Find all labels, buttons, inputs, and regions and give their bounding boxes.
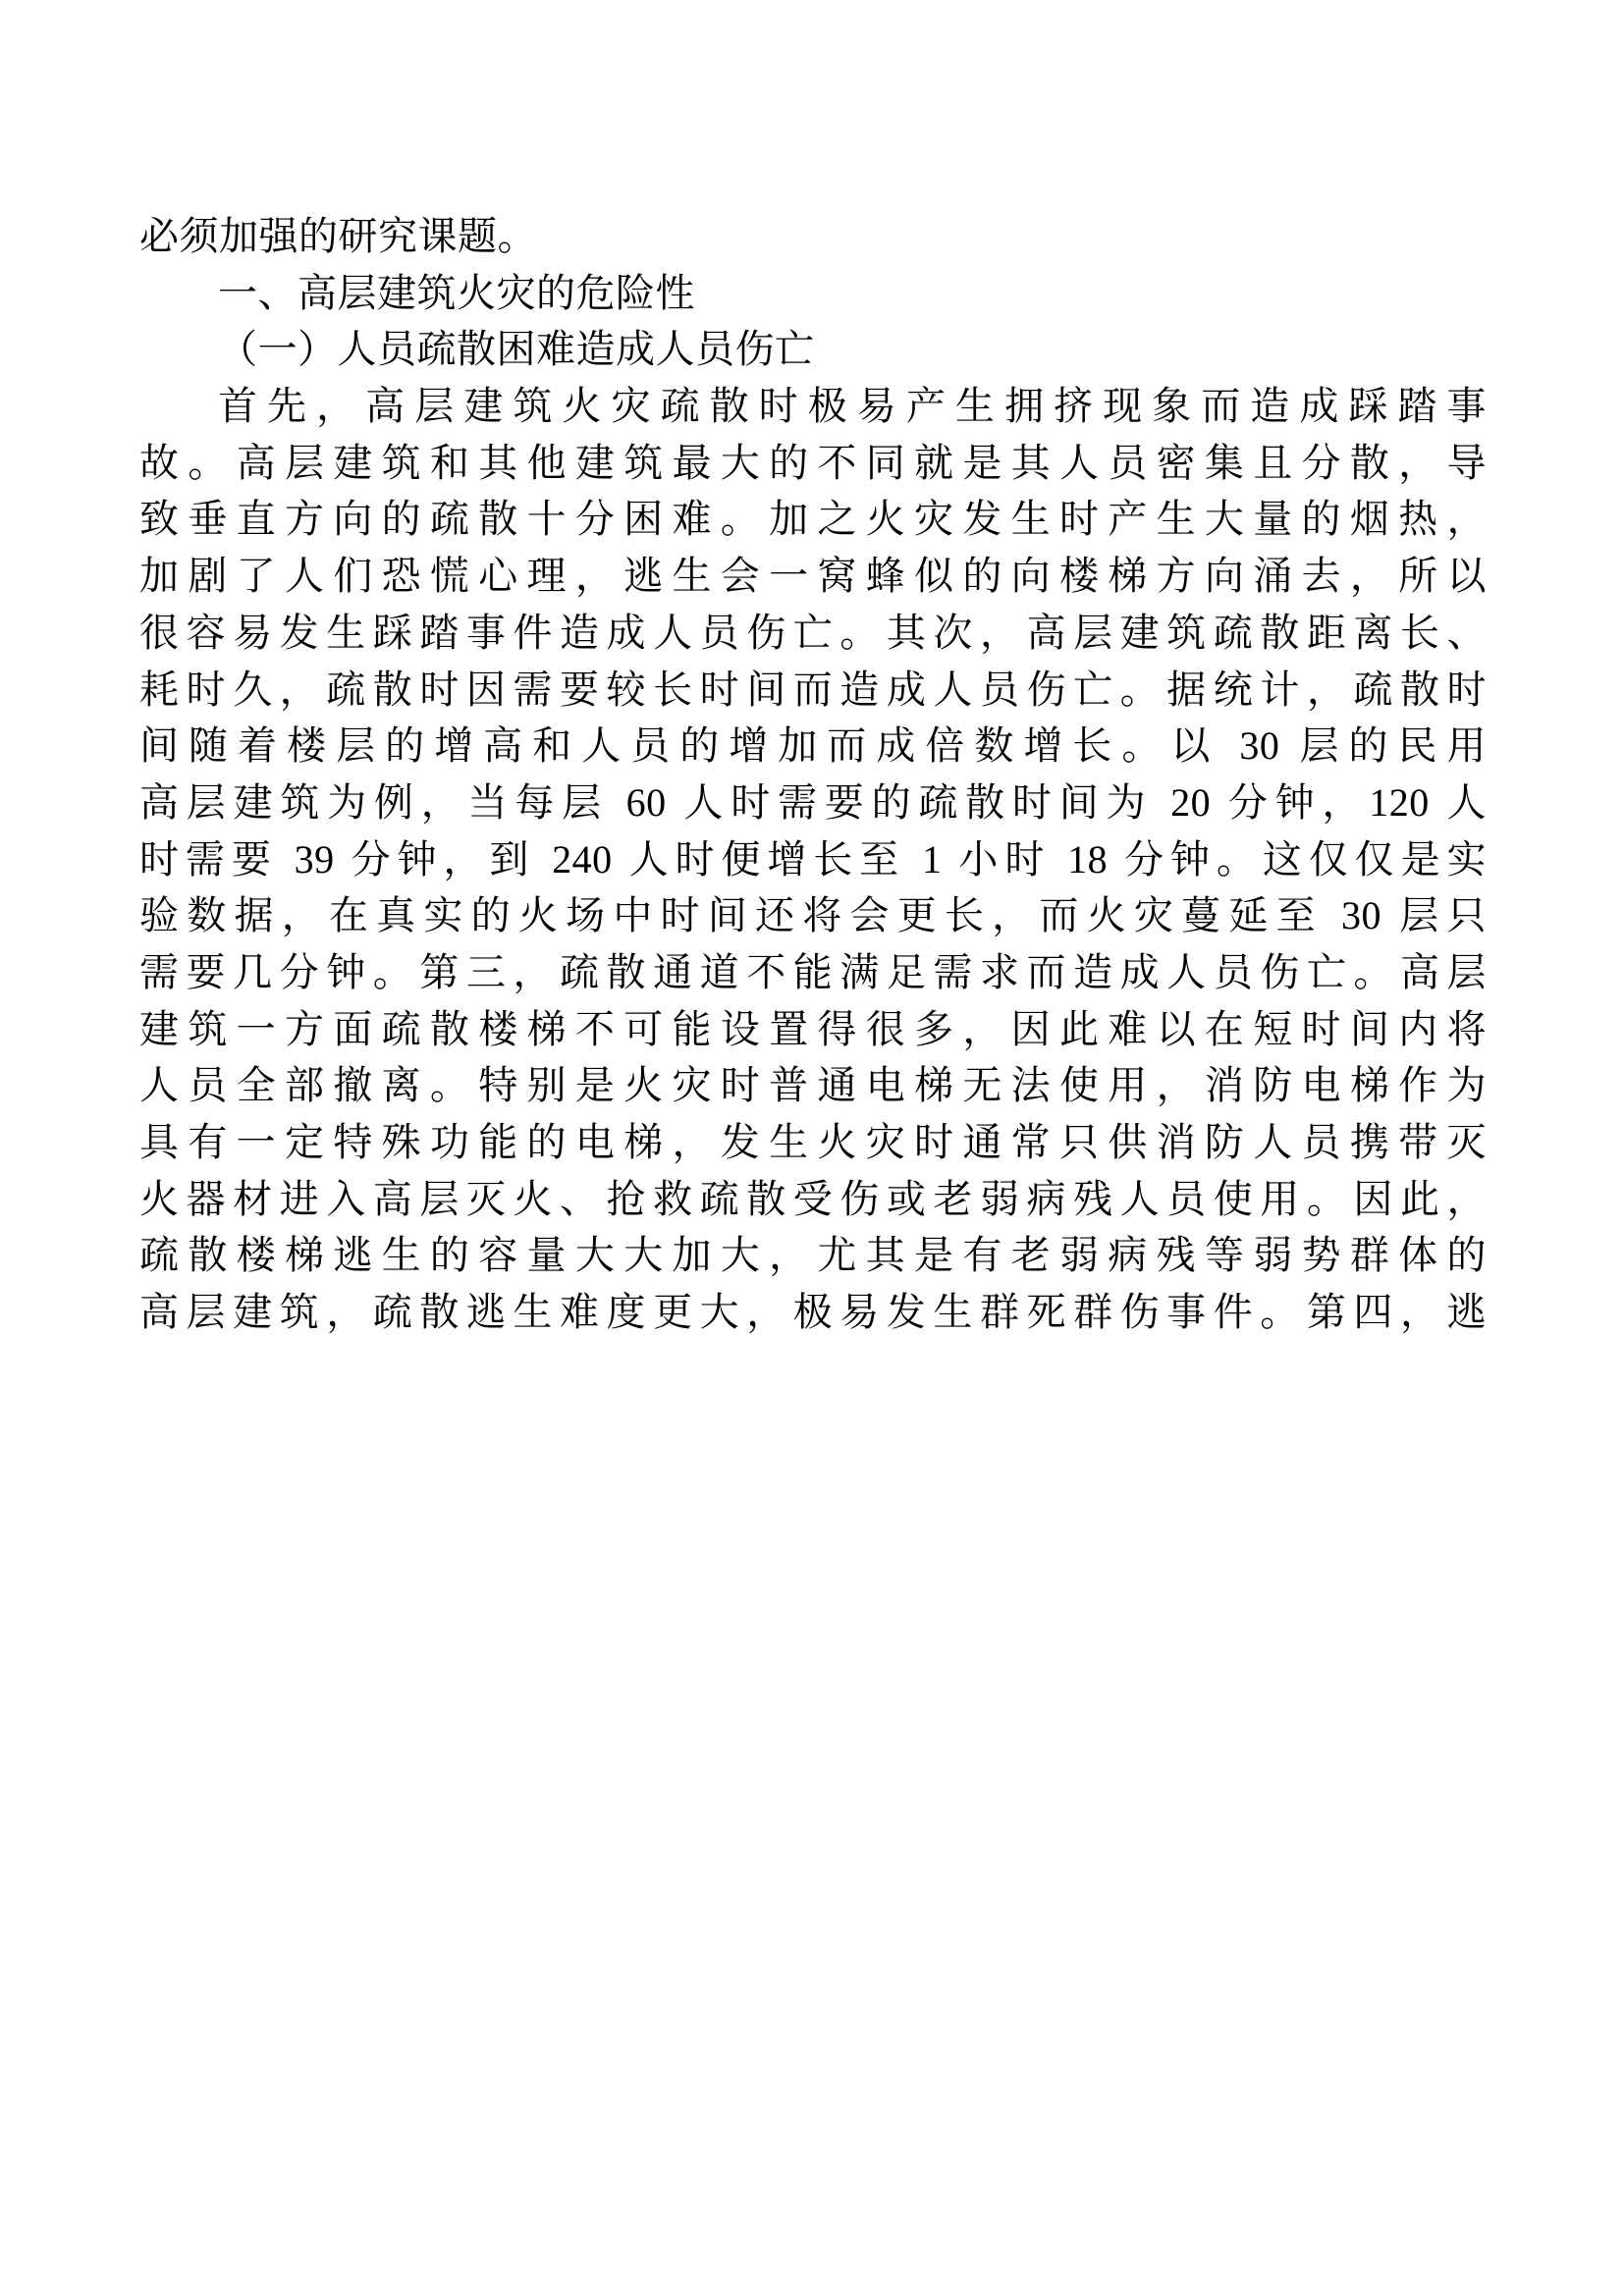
body-text-line: 具有一定特殊功能的电梯，发生火灾时通常只供消防人员携带灭 (139, 1120, 1487, 1164)
body-text-line: 疏散楼梯逃生的容量大大加大，尤其是有老弱病残等弱势群体的 (139, 1233, 1487, 1278)
body-text-line: 首先，高层建筑火灾疏散时极易产生拥挤现象而造成踩踏事 (218, 384, 1487, 429)
body-text-line: 加剧了人们恐慌心理，逃生会一窝蜂似的向楼梯方向涌去，所以 (139, 554, 1487, 599)
body-text-line: 耗时久，疏散时因需要较长时间而造成人员伤亡。据统计，疏散时 (139, 667, 1487, 712)
body-text-line: 致垂直方向的疏散十分困难。加之火灾发生时产生大量的烟热， (139, 497, 1487, 542)
paragraph-continuation-line: 必须加强的研究课题。 (139, 214, 537, 258)
body-text-line: 故。高层建筑和其他建筑最大的不同就是其人员密集且分散，导 (139, 440, 1487, 485)
body-text-line: 时需要 39 分钟，到 240 人时便增长至 1 小时 18 分钟。这仅仅是实 (139, 836, 1487, 881)
body-text-line: 高层建筑为例，当每层 60 人时需要的疏散时间为 20 分钟，120 人 (139, 779, 1487, 825)
body-text-line: 高层建筑，疏散逃生难度更大，极易发生群死群伤事件。第四，逃 (139, 1290, 1487, 1335)
body-text-line: 需要几分钟。第三，疏散通道不能满足需求而造成人员伤亡。高层 (139, 949, 1487, 994)
section-heading: 一、高层建筑火灾的危险性 (218, 270, 695, 315)
body-text-line: 火器材进入高层灭火、抢救疏散受伤或老弱病残人员使用。因此， (139, 1176, 1487, 1221)
body-text-line: 间随着楼层的增高和人员的增加而成倍数增长。以 30 层的民用 (139, 723, 1487, 769)
body-text-line: 很容易发生踩踏事件造成人员伤亡。其次，高层建筑疏散距离长、 (139, 610, 1487, 655)
body-text-line: 人员全部撤离。特别是火灾时普通电梯无法使用，消防电梯作为 (139, 1063, 1487, 1108)
body-text-line: 建筑一方面疏散楼梯不可能设置得很多，因此难以在短时间内将 (139, 1006, 1487, 1051)
subsection-heading: （一）人员疏散困难造成人员伤亡 (218, 327, 815, 372)
body-text-line: 验数据，在真实的火场中时间还将会更长，而火灾蔓延至 30 层只 (139, 893, 1487, 938)
text-content (139, 208, 1487, 1341)
